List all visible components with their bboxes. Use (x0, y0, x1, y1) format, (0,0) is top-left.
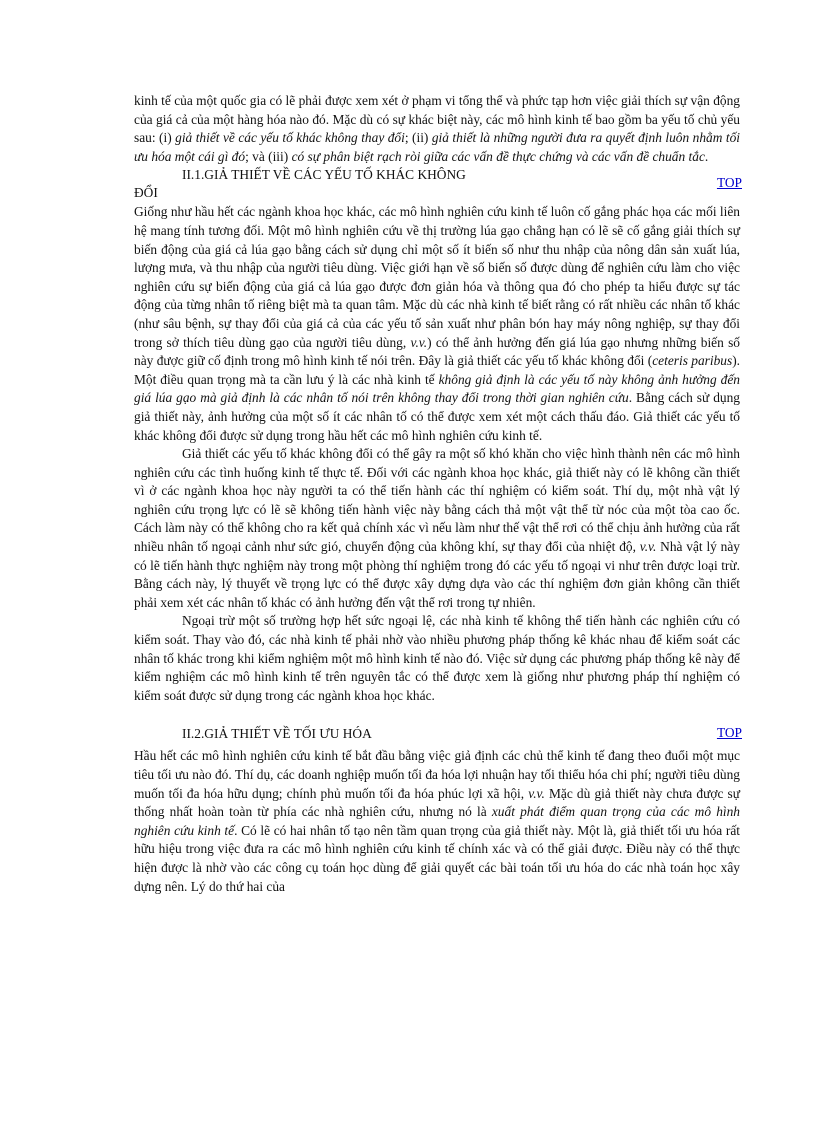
text-run: . Có lẽ có hai nhân tố tạo nên tầm quan trọng của giả thiết này. Một là, giả thiết tối ưu hóa rất hữu hiệu trong việc đưa ra các mô hình nghiên cứu kinh tế chính xác và có thể giải được. Điều này có thể thực hiện được là nhờ vào các công cụ toán học dùng để giải quyết các bài toán tối ưu hóa do các nhà toán học xây dựng nên. Lý do thứ hai của (134, 822, 740, 894)
text-run: kinh tế của một quốc gia có lẽ phải được xem xét ở phạm vi tổng thể và phức tạp hơn việc giải thích sự vận động của giá cả của một hàng hóa nào đó. Mặc dù có sự khác biệt này, các mô hình kinh tế bao gồm ba yếu tố chủ yếu sau: (i) (134, 93, 740, 146)
section-1-paragraph-1 (134, 203, 740, 445)
italic-run: có sự phân biệt rạch ròi giữa các vấn đề thực chứng và các vấn đề chuẩn tắc (291, 148, 705, 164)
text-run: Hầu hết các mô hình nghiên cứu kinh tế bắt đầu bằng việc giả định các chủ thể kinh tế đang theo đuổi một mục tiêu tối ưu nào đó. Thí dụ, các doanh nghiệp muốn tối đa hóa lợi nhuận hay tối thiểu hóa chi phí; người tiêu dùng muốn tối đa hóa hữu dụng; chính phủ muốn tối đa hóa phúc lợi xã hội, (134, 748, 740, 801)
text-run: Ngoại trừ một số trường hợp hết sức ngoại lệ, các nhà kinh tế không thể tiến hành các nghiên cứu có kiểm soát. Thay vào đó, các nhà kinh tế phải nhờ vào nhiều phương pháp thống kê khác nhau để kiểm soát các nhân tố khác trong khi kiểm nghiệm một mô hình kinh tế nào đó. Việc sử dụng các phương pháp thống kê này để kiểm nghiệm các mô hình kinh tế trên nguyên tắc có thể được xem là giống như phương pháp thí nghiệm có kiểm soát được sử dụng trong các ngành khoa học khác. (134, 613, 740, 703)
top-link-section-1[interactable]: TOP (716, 175, 742, 191)
text-run: . (704, 148, 709, 164)
italic-run: ceteris paribus (652, 353, 733, 369)
section-2-paragraph-1 (134, 747, 740, 896)
section-2-title: II.2.GIẢ THIẾT VỀ TỐI ƯU HÓA (182, 726, 372, 742)
section-1-title-line1: II.1.GIẢ THIẾT VỀ CÁC YẾU TỐ KHÁC KHÔNG (182, 167, 466, 183)
italic-run: xuất phát điểm quan trọng của các mô hình nghiên cứu kinh tế (134, 804, 741, 838)
text-run: Giả thiết các yếu tố khác không đổi có thể gây ra một số khó khăn cho việc hình thành nên các mô hình nghiên cứu các tình huống kinh tế thực tế. Đối với các ngành khoa học khác, giả thiết này có lẽ không cần thiết vì ở các ngành khoa học này người ta có thể tiến hành các thí nghiệm có kiểm soát. Thí dụ, một nhà vật lý nghiên cứu trọng lực có lẽ sẽ không tiến hành việc này bằng cách thả một vật thể từ nóc của một tòa cao ốc. Cách làm này có thể không cho ra kết quả chính xác vì nếu làm như thế vật thể rơi có thể chịu ảnh hưởng của rất nhiều nhân tố ngoại cảnh như sức gió, chuyển động của không khí, sự thay đổi của nhiệt độ, (134, 446, 740, 555)
section-2-header (134, 725, 740, 747)
text-run: ; (ii) (404, 130, 432, 146)
text-run: Mặc dù giả thiết này chưa được sự thống nhất hoàn toàn từ phía các nhà nghiên cứu, nhưng nó là (134, 785, 740, 820)
text-run: Nhà vật lý này có lẽ tiến hành thực nghiệm này trong một phòng thí nghiệm trong đó các yếu tố ngoại vi như trên được loại trừ. Bằng cách này, lý thuyết về trọng lực có thể được xây dựng dựa vào các thí nghiệm đơn giản không cần thiết phải xem xét các nhân tố khác có ảnh hưởng đến vật thể rơi trong tự nhiên. (134, 539, 741, 610)
document-page (134, 92, 740, 896)
italic-run: v.v. (410, 334, 428, 350)
italic-run: v.v. (639, 539, 657, 555)
text-run: ; và (iii) (245, 148, 292, 164)
italic-run: giả thiết là những người đưa ra quyết định luôn nhằm tối ưu hóa một cái gì đó (134, 130, 741, 164)
text-run: ) có thể ảnh hưởng đến giá lúa gạo nhưng những biến số này được giữ cố định trong mô hình kinh tế nói trên. Đây là giả thiết các yếu tố khác không đổi ( (134, 334, 741, 369)
section-1-paragraph-3 (134, 612, 740, 705)
text-run: Giống như hầu hết các ngành khoa học khác, các mô hình nghiên cứu kinh tế luôn cố gắng phác họa các mối liên hệ mang tính tương đối. Một mô hình nghiên cứu về thị trường lúa gạo chẳng hạn có lẽ sẽ cố gắng giải thích sự biến động của giá cả lúa gạo bằng cách sử dụng chỉ một số ít biến số như thu nhập của nông dân sản xuất lúa, lượng mưa, và thu nhập của người tiêu dùng. Việc giới hạn về số biến số được dùng để nghiên cứu làm cho việc nghiên cứu sự biến động của giá cả lúa gạo được đơn giản hóa và thông qua đó cho phép ta hiểu được sự tác động của từng nhân tố riêng biệt mà ta quan tâm. Mặc dù các nhà kinh tế biết rằng có rất nhiều các nhân tố khác (như sâu bệnh, sự thay đổi của giá cả của các yếu tố sản xuất như phân bón hay máy nông nghiệp, sự thay đổi trong sở thích tiêu dùng gạo của người tiêu dùng, (134, 204, 740, 350)
italic-run: giả thiết về các yếu tố khác không thay đổi (175, 130, 405, 146)
section-1-paragraph-2 (134, 445, 740, 612)
intro-paragraph (134, 92, 740, 166)
italic-run: không giả định là các yếu tố này không ảnh hưởng đến giá lúa gạo mà giả định là các nhân tố nói trên không thay đổi trong thời gian nghiên cứu (134, 371, 740, 406)
section-1-title (134, 166, 602, 202)
italic-run: v.v. (528, 785, 545, 801)
section-1-title-line2: ĐỔI (134, 185, 158, 201)
top-link-section-2[interactable]: TOP (716, 725, 742, 741)
section-1-header (134, 166, 740, 203)
text-run: ). Một điều quan trọng mà ta cần lưu ý là các nhà kinh tế (134, 353, 741, 387)
text-run: . Bằng cách sử dụng giả thiết này, ảnh hưởng của một số ít các nhân tố có thể được xem xét một cách thấu đáo. Giả thiết các yếu tố khác không đổi được sử dụng trong hầu hết các mô hình nghiên cứu kinh tế. (134, 390, 740, 443)
